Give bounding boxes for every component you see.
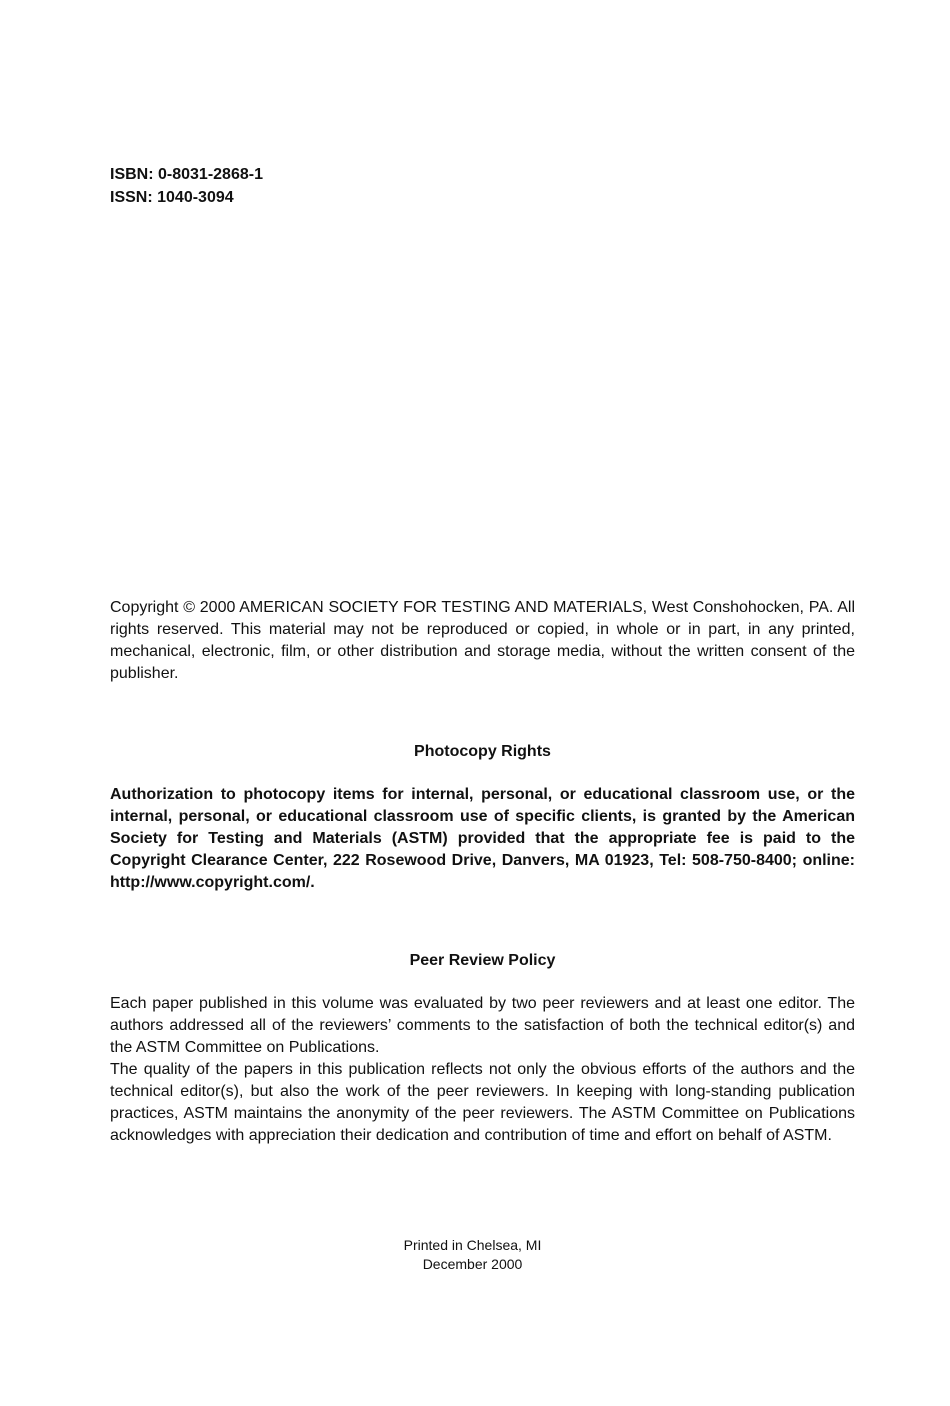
photocopy-rights-body: Authorization to photocopy items for internal, personal, or educational classroom use, or the internal, personal, or educational classroom use of specific clients, is granted by the American Society for Testing and Materials (ASTM) provided that the appropriate fee is paid to the Copyright Clearance Center, 222 Rosewood Drive, Danvers, MA 01923, Tel: 508-750-8400; online: http://www.copyright.com/. — [110, 786, 855, 891]
peer-review-paragraph-2: The quality of the papers in this publication reflects not only the obvious efforts of the authors and the technical editor(s), but also the work of the peer reviewers. In keeping with long-standing publication practices, ASTM maintains the anonymity of the peer reviewers. The ASTM Committee on Publications acknowledges with appreciation their dedication and contribution of time and effort on behalf of ASTM. — [110, 1061, 855, 1144]
photocopy-rights-heading: Photocopy Rights — [414, 743, 551, 760]
copyright-notice: Copyright © 2000 AMERICAN SOCIETY FOR TESTING AND MATERIALS, West Conshohocken, PA. All rights reserved. This material may not be reproduced or copied, in whole or in part, in any printed, mechanical, electronic, film, or other distribution and storage media, without the written consent of the publisher. — [110, 599, 855, 682]
identifiers-block — [110, 163, 263, 209]
imprint-block — [110, 1236, 835, 1274]
peer-review-body — [110, 993, 855, 1147]
printed-location: Printed in Chelsea, MI — [403, 1237, 542, 1253]
issn-text: ISSN: 1040-3094 — [110, 189, 234, 206]
printed-date: December 2000 — [422, 1256, 523, 1272]
isbn-text: ISBN: 0-8031-2868-1 — [110, 166, 263, 183]
peer-review-paragraph-1: Each paper published in this volume was evaluated by two peer reviewers and at least one editor. The authors addressed all of the reviewers’ comments to the satisfaction of both the technical editor(s) and the ASTM Committee on Publications. — [110, 995, 855, 1056]
peer-review-heading: Peer Review Policy — [409, 952, 556, 969]
